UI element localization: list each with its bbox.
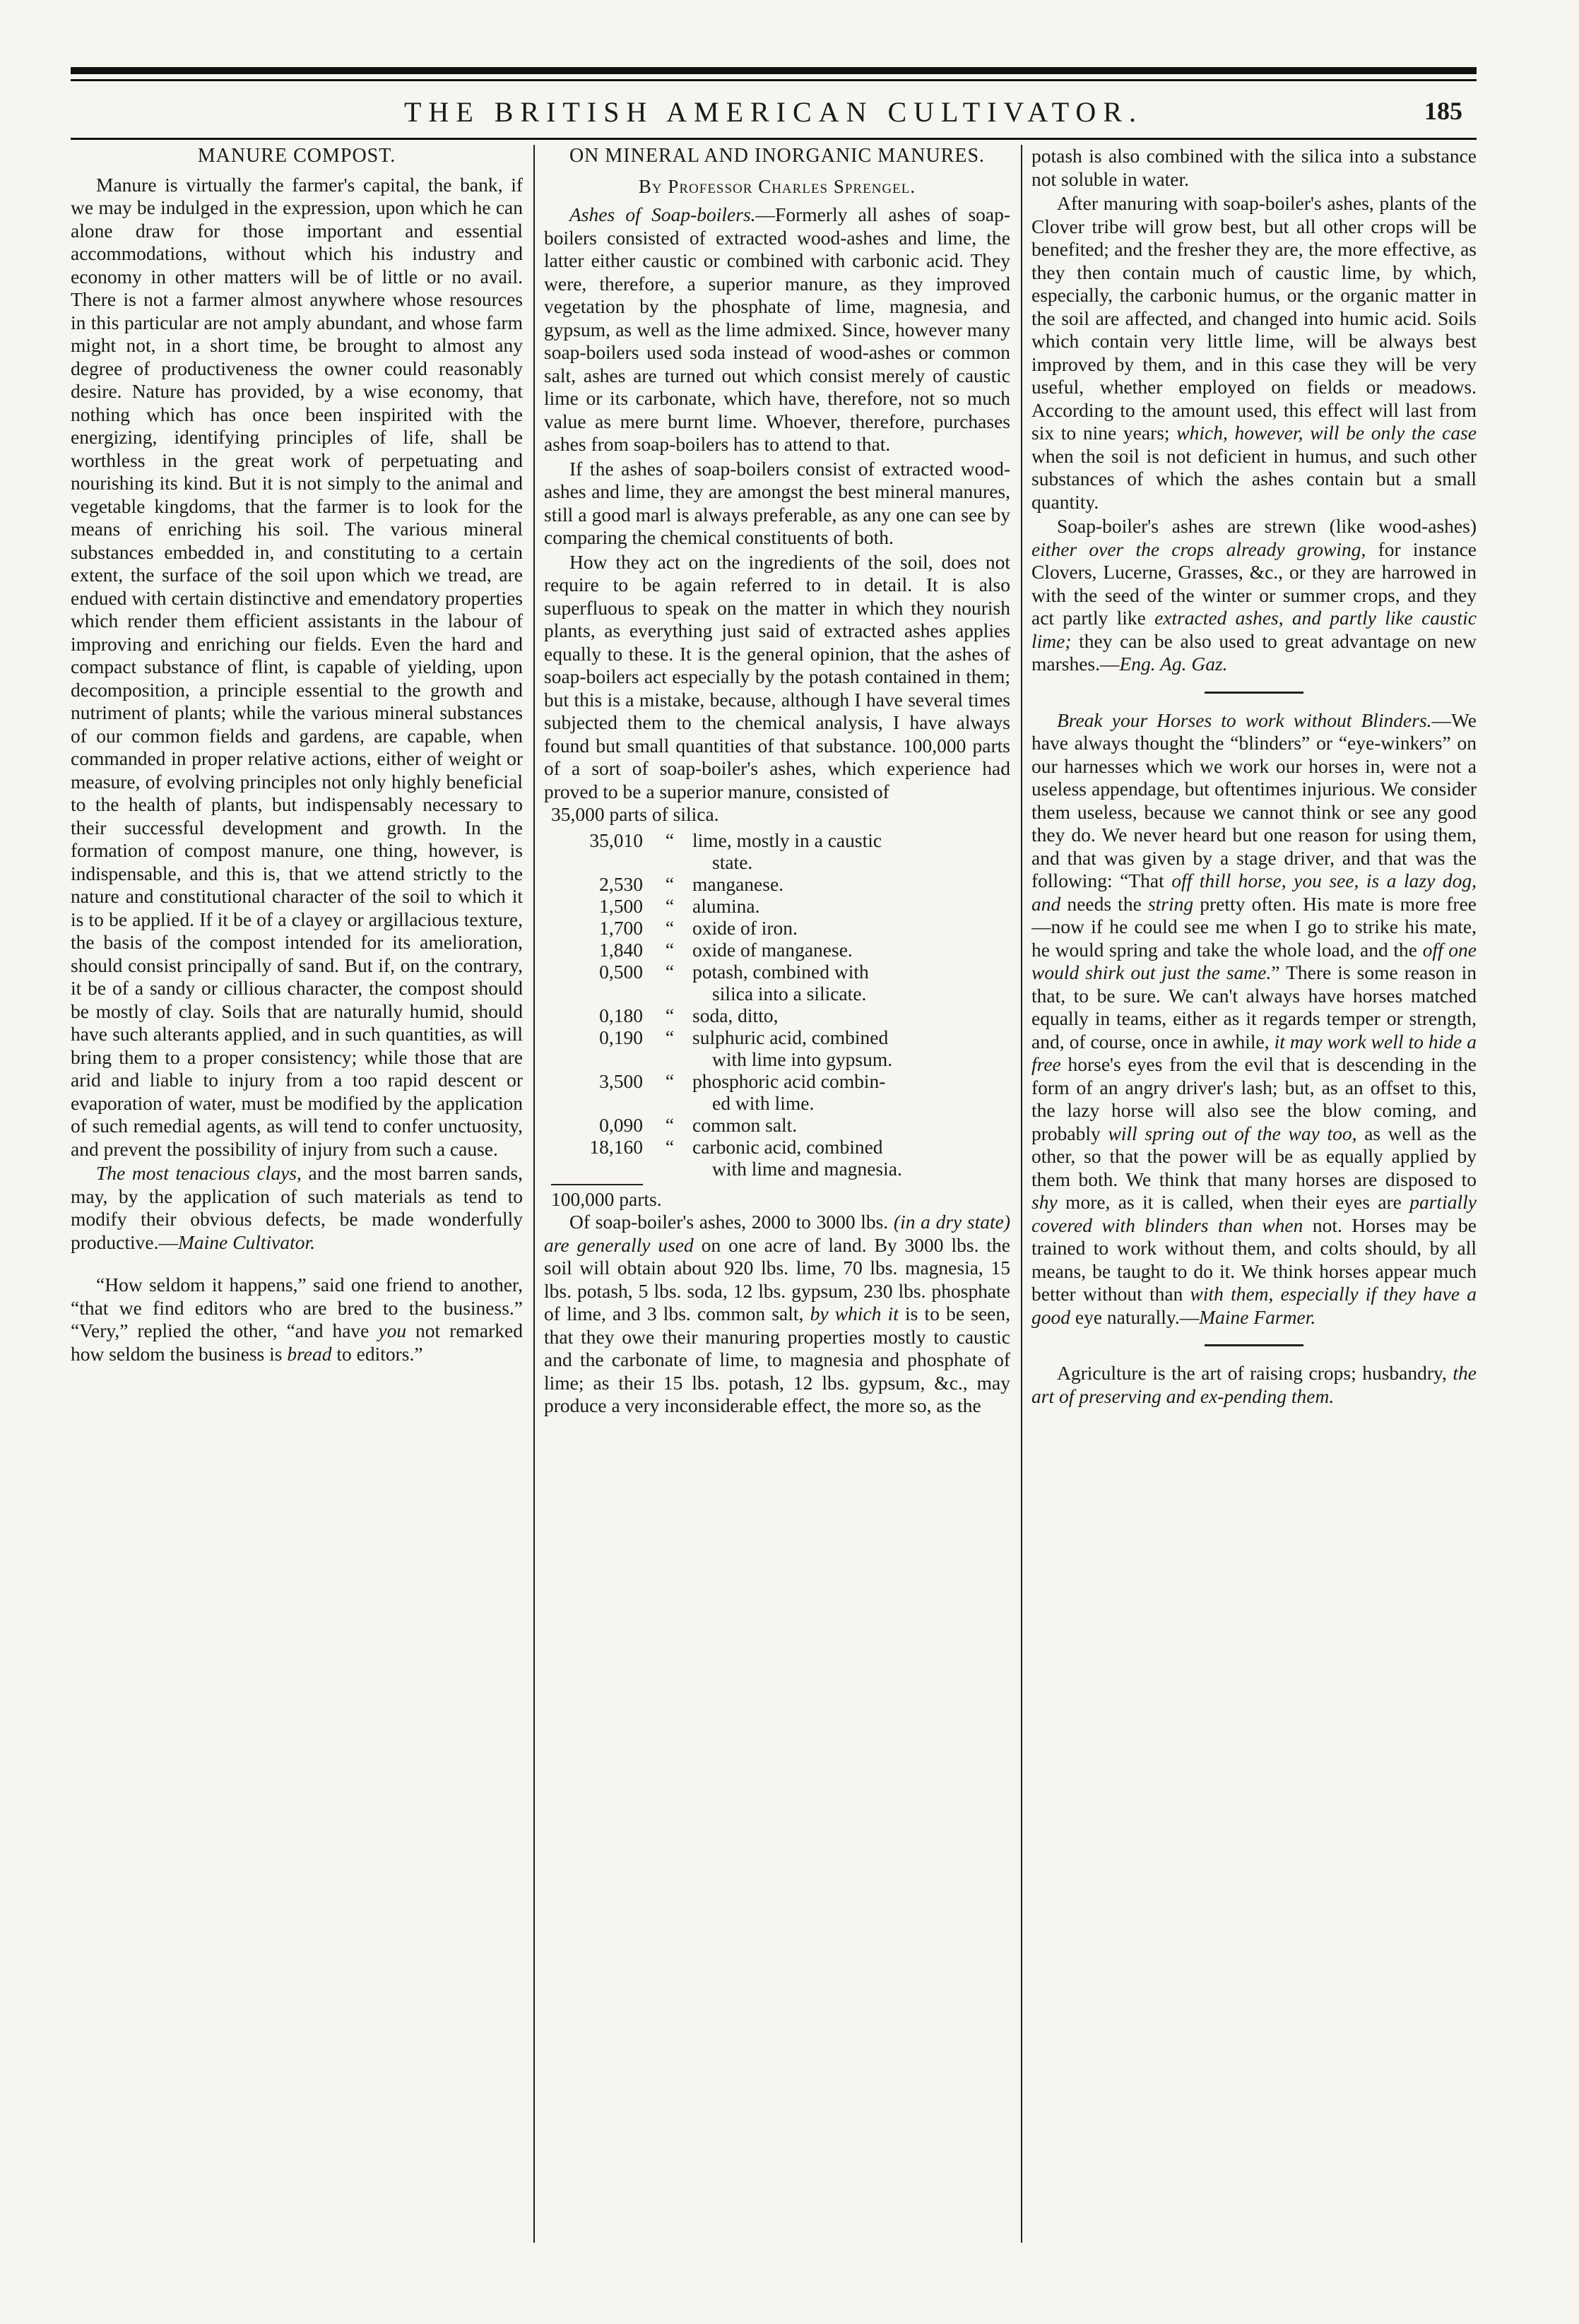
analysis-substance bbox=[684, 939, 902, 961]
italic-text: by which it bbox=[810, 1303, 899, 1324]
italic-text: will spring out of the way too, bbox=[1108, 1122, 1357, 1144]
paragraph bbox=[1031, 515, 1477, 676]
substance-name: potash, combined with bbox=[692, 960, 869, 983]
analysis-substance bbox=[684, 895, 902, 917]
text: —We have always thought the “blinders” or “eye-winkers” on our harnesses which we work our horses in, were not a useless appendage, but oftentimes injurious. We consider them useless, because we cannot think or see any good they do. We never heard but one reason for using them, and that was given by a stage driver, and that was the following: “That bbox=[1031, 709, 1477, 891]
analysis-row bbox=[551, 939, 902, 961]
analysis-amount: 2,530 bbox=[599, 872, 643, 895]
analysis-substance bbox=[684, 873, 902, 895]
analysis-substance bbox=[684, 829, 902, 873]
table-rule bbox=[551, 1184, 643, 1185]
analysis-row bbox=[551, 1026, 902, 1070]
analysis-row bbox=[551, 1136, 902, 1180]
header-rule-bottom bbox=[71, 138, 1477, 140]
paragraph: potash is also combined with the silica into a substance not soluble in water. bbox=[1031, 145, 1477, 190]
text: Soap-boiler's ashes are strewn (like wood-ashes) bbox=[1057, 515, 1477, 537]
ditto-mark: “ bbox=[665, 1004, 675, 1026]
analysis-amount: 0,190 bbox=[599, 1026, 643, 1048]
analysis-substance bbox=[684, 1004, 902, 1026]
substance-name: alumina. bbox=[692, 894, 760, 917]
ditto-mark: “ bbox=[665, 872, 675, 895]
italic-text: the art of preserving and ex-pending them. bbox=[1031, 1362, 1477, 1407]
substance-name: soda, ditto, bbox=[692, 1004, 779, 1026]
italic-text: string bbox=[1147, 892, 1194, 915]
source-credit: Maine Farmer. bbox=[1199, 1305, 1316, 1328]
italic-text: off thill horse, you see, is a lazy dog, and bbox=[1031, 870, 1477, 915]
ditto-mark: “ bbox=[665, 1026, 675, 1048]
analysis-amount: 18,160 bbox=[589, 1135, 643, 1158]
analysis-amount: 1,700 bbox=[599, 916, 643, 939]
paragraph bbox=[544, 1211, 1010, 1418]
paragraph bbox=[544, 203, 1010, 456]
text: to editors.” bbox=[331, 1342, 423, 1365]
substance-name: lime, mostly in a caustic bbox=[692, 829, 882, 851]
text: they can be also used to great advantage on new marshes.— bbox=[1031, 629, 1477, 675]
text: on one acre of land. By 3000 lbs. the soil will obtain about 920 lbs. lime, 70 lbs. magnesia, 15 lbs. potash, 5 lbs. soda, 12 lbs. gypsum, 230 lbs. phosphate of lime, and 3 lbs. common salt, bbox=[544, 1233, 1010, 1324]
italic-text: Ashes of Soap-boilers. bbox=[569, 203, 756, 225]
byline: By Professor Charles Sprengel. bbox=[638, 175, 916, 197]
text: eye naturally.— bbox=[1070, 1305, 1200, 1328]
text: not remarked how seldom the business is bbox=[71, 1320, 523, 1365]
italic-text: which, however, will be only the case bbox=[1176, 422, 1477, 444]
text: ” There is some reason in that, to be sure. We can't always have horses matched equally in teams, either as it regards temper or strength, and, of course, once in awhile, bbox=[1031, 961, 1477, 1053]
ditto-mark: “ bbox=[665, 938, 675, 961]
source-credit: Eng. Ag. Gaz. bbox=[1119, 653, 1228, 675]
substance-name: oxide of iron. bbox=[692, 916, 798, 939]
page-number: 185 bbox=[1424, 97, 1462, 125]
ditto-mark: “ bbox=[665, 960, 675, 983]
analysis-substance bbox=[684, 1070, 902, 1114]
analysis-row bbox=[551, 1004, 902, 1026]
analysis-row bbox=[551, 829, 902, 873]
ditto-mark: “ bbox=[665, 916, 675, 939]
text: not. Horses may be trained to work without them, and colts should, by all means, be taught to do it. We think horses appear much better without than bbox=[1031, 1214, 1477, 1305]
text: needs the bbox=[1060, 892, 1148, 915]
analysis-amount: 35,010 bbox=[589, 829, 643, 851]
analysis-row bbox=[551, 961, 902, 1004]
analysis-amount: 3,500 bbox=[599, 1069, 643, 1092]
substance-continuation: silica into a silicate. bbox=[712, 982, 867, 1004]
analysis-row bbox=[551, 917, 902, 939]
column-1 bbox=[71, 145, 523, 2271]
italic-text: extracted ashes, and partly like caustic lime; bbox=[1031, 607, 1477, 652]
header-rule-thin bbox=[71, 79, 1477, 81]
text: for instance Clovers, Lucerne, Grasses, &c., or they are harrowed in with the seed of the winter or summer crops, and they act partly like bbox=[1031, 538, 1477, 629]
italic-text: (in a dry state) are generally used bbox=[544, 1211, 1010, 1256]
analysis-row bbox=[551, 1070, 902, 1114]
ditto-mark: “ bbox=[665, 1113, 675, 1136]
substance-name: phosphoric acid combin- bbox=[692, 1069, 886, 1092]
text: pretty often. His mate is more free—now if he could see me when I go to strike his mate, he would spring and take the whole load, and the bbox=[1031, 892, 1477, 961]
substance-name: manganese. bbox=[692, 872, 784, 895]
italic-text: with them, especially if they have a good bbox=[1031, 1283, 1477, 1328]
italic-text: The most tenacious clays, bbox=[96, 1162, 302, 1184]
header-rule-thick bbox=[71, 67, 1477, 74]
paragraph bbox=[71, 1162, 523, 1254]
italic-text: bread bbox=[287, 1342, 332, 1365]
paragraph: Manure is virtually the farmer's capital, the bank, if we may be indulged in the expression, upon which he can alone draw for those important and essential accommodations, without which his industry and economy in other matters will be of little or no avail. There is not a farmer almost anywhere whose resources in this particular are not amply abundant, and whose farm might not, in a short time, be brought to almost any degree of productiveness the owner could reasonably desire. Nature has provided, by a wise economy, that nothing which has once been inspirited with the energizing, identifying principles of life, shall be worthless in the great work of perpetuating and nourishing its kind. But it is not simply to the animal and vegetable kingdoms, that the farmer is to look for the means of enriching his soil. The various mineral substances embedded in, and constituting to a certain extent, the surface of the soil upon which we tread, are endued with certain distinctive and emendatory properties which render them efficient assistants in the labour of improving and enriching our fields. Even the hard and compact substance of flint, is capable of yielding, upon decomposition, a principle essential to the growth and nutriment of plants; while the various mineral substances of our common fields and gardens, are capable, when commanded in proper relative actions, either of weight or measure, of evolving principles not only highly beneficial to the health of plants, but indispensably necessary to their successful development and growth. In the formation of compost manure, one thing, however, is indispensable, and this is, that we attend strictly to the nature and constitutional character of the soil to which it is to be applied. If it be of a clayey or argillacious texture, the basis of the compost intended for its amelioration, should consist principally of sand. But if, on the contrary, it be of a sandy or cillious character, the compost should be mostly of clay. Soils that are naturally humid, should have such alterants applied, and in such quantities, as will bring them to a proper consistency; while those that are arid and liable to injury from a too rapid descent or evaporation of water, must be modified by the application of such remedial agents, as will tend to confer unctuosity, and prevent the possibility of injury from such a cause. bbox=[71, 173, 523, 1160]
analysis-row bbox=[551, 873, 902, 895]
substance-continuation: with lime and magnesia. bbox=[712, 1157, 902, 1180]
ditto-mark: “ bbox=[665, 829, 675, 851]
ditto-mark: “ bbox=[665, 894, 675, 917]
italic-text: it may work well to hide a free bbox=[1031, 1030, 1477, 1075]
article-separator bbox=[1205, 692, 1303, 694]
analysis-total: 100,000 parts. bbox=[551, 1187, 662, 1210]
column-divider bbox=[533, 145, 535, 2243]
column-2 bbox=[544, 145, 1010, 2271]
paragraph bbox=[1031, 192, 1477, 514]
text: when the soil is not deficient in humus, and such other substances of which the ashes contain but a small quantity. bbox=[1031, 444, 1477, 513]
ditto-mark: “ bbox=[665, 1135, 675, 1158]
text: Agriculture is the art of raising crops; husbandry, bbox=[1057, 1362, 1453, 1384]
column-3 bbox=[1031, 145, 1477, 2271]
text: “How seldom it happens,” said one friend to another, “that we find editors who are bred to the business.” “Very,” replied the other, “and have bbox=[71, 1274, 523, 1341]
text: and the most barren sands, may, by the application of such materials as tend to modify their obvious defects, be made wonderfully productive.— bbox=[71, 1162, 523, 1253]
column-divider bbox=[1021, 145, 1022, 2243]
source-credit: Maine Cultivator. bbox=[177, 1231, 316, 1253]
substance-name: common salt. bbox=[692, 1113, 798, 1136]
substance-name: sulphuric acid, combined bbox=[692, 1026, 889, 1048]
analysis-amount: 0,090 bbox=[599, 1113, 643, 1136]
article-title: ON MINERAL AND INORGANIC MANURES. bbox=[569, 145, 986, 167]
paragraph: How they act on the ingredients of the soil, does not require to be again referred to in detail. It is also superfluous to speak on the matter in which they nourish plants, as everything just said of extracted ashes applies equally to these. It is the general opinion, that the ashes of soap-boilers act especially by the potash contained in them; but this is a mistake, because, although I have several times subjected them to the chemical analysis, I have always found but small quantities of that substance. 100,000 parts of a sort of soap-boiler's ashes, which experience had proved to be a superior manure, consisted of bbox=[544, 550, 1010, 802]
article-separator bbox=[1205, 1344, 1303, 1346]
italic-text: partially covered with blinders than when bbox=[1031, 1191, 1477, 1236]
page-header bbox=[71, 90, 1477, 133]
text: After manuring with soap-boiler's ashes, plants of the Clover tribe will grow best, but all other crops will be benefited; and the fresher they are, the more effective, as they then contain much of caustic lime, by which, especially, the carbonic humus, or the organic matter in the soil are affected, and changed into humic acid. Soils which contain very little lime, will be always best improved by them, and in this case they will be very useful, whether employed on fields or meadows. According to the amount used, this effect will last from six to nine years; bbox=[1031, 192, 1477, 444]
running-title: THE BRITISH AMERICAN CULTIVATOR. bbox=[404, 95, 1143, 128]
analysis-substance bbox=[684, 1026, 902, 1070]
substance-continuation: with lime into gypsum. bbox=[712, 1048, 893, 1070]
text: more, as it is called, when their eyes are bbox=[1057, 1191, 1410, 1213]
text: Of soap-boiler's ashes, 2000 to 3000 lbs. bbox=[569, 1211, 894, 1233]
italic-text: off one would shirk out just the same. bbox=[1031, 938, 1477, 983]
paragraph: If the ashes of soap-boilers consist of extracted wood-ashes and lime, they are amongst the best mineral manures, still a good marl is always preferable, as any one can see by comparing the chemical constituents of both. bbox=[544, 457, 1010, 548]
text: —Formerly all ashes of soap-boilers consisted of extracted wood-ashes and lime, the latter either caustic or combined with carbonic acid. They were, therefore, a superior manure, as they improved vegetation by the phosphate of lime, magnesia, and gypsum, as well as the lime admixed. Since, however many soap-boilers used soda instead of wood-ashes or common salt, ashes are turned out which consist merely of caustic lime or its carbonate, which have, therefore, not so much value as mere burnt lime. Whoever, therefore, purchases ashes from soap-boilers has to attend to that. bbox=[544, 203, 1010, 455]
italic-text: either over the crops already growing, bbox=[1031, 538, 1366, 560]
text: is to be seen, that they owe their manuring properties mostly to caustic and the carbonate of lime, to magnesia and phosphate of lime; as their 15 lbs. potash, 12 lbs. gypsum, &c., may produce a very inconsiderable effect, the more so, as the bbox=[544, 1303, 1010, 1416]
analysis-substance bbox=[684, 917, 902, 939]
italic-text: you bbox=[378, 1320, 407, 1341]
substance-name: carbonic acid, combined bbox=[692, 1135, 883, 1158]
substance-continuation: ed with lime. bbox=[712, 1091, 815, 1114]
analysis-first-line: 35,000 parts of silica. bbox=[551, 803, 719, 825]
analysis-row bbox=[551, 1114, 902, 1136]
analysis-table bbox=[551, 829, 902, 1180]
analysis-substance bbox=[684, 1114, 902, 1136]
paragraph bbox=[71, 1274, 523, 1365]
analysis-amount: 0,500 bbox=[599, 960, 643, 983]
paragraph bbox=[1031, 709, 1477, 1329]
article-title: MANURE COMPOST. bbox=[197, 145, 396, 167]
text: as well as the other, so that the power will be as equally applied by them both. We think that many horses are disposed to bbox=[1031, 1122, 1477, 1190]
italic-text: Break your Horses to work without Blinders. bbox=[1057, 709, 1432, 731]
italic-text: shy bbox=[1031, 1191, 1058, 1213]
substance-continuation: state. bbox=[712, 850, 753, 873]
paragraph bbox=[1031, 1362, 1477, 1408]
analysis-amount: 1,500 bbox=[599, 894, 643, 917]
text: horse's eyes from the evil that is descending in the form of an angry driver's lash; but, as an offset to this, the lazy horse will also see the blow coming, and probably bbox=[1031, 1053, 1477, 1144]
analysis-amount: 1,840 bbox=[599, 938, 643, 961]
substance-name: oxide of manganese. bbox=[692, 938, 853, 961]
analysis-substance bbox=[684, 961, 902, 1004]
analysis-amount: 0,180 bbox=[599, 1004, 643, 1026]
analysis-substance bbox=[684, 1136, 902, 1180]
analysis-row bbox=[551, 895, 902, 917]
ditto-mark: “ bbox=[665, 1069, 675, 1092]
